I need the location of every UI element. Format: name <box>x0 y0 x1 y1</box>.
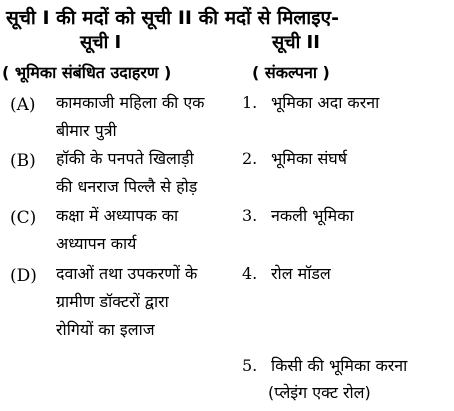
list1-label-b: (B) <box>10 151 36 171</box>
list2-item-3: नकली भूमिका <box>271 206 354 225</box>
question-instruction: सूची I की मदों को सूची II की मदों से मिलाइए- <box>6 7 339 29</box>
list1-item-c-line1: कक्षा में अध्यापक का <box>56 206 179 225</box>
list2-item-1: भूमिका अदा करना <box>271 93 380 112</box>
list2-num-1: 1. <box>242 93 258 112</box>
list2-item-4: रोल मॉडल <box>271 264 331 283</box>
list1-label-a: (A) <box>10 95 36 115</box>
list1-item-b-line1: हॉकी के पनपते खिलाड़ी <box>56 149 194 168</box>
list1-item-b-line2: की धनराज पिल्लै से होड़ <box>56 177 198 196</box>
list1-title: सूची I <box>80 32 122 53</box>
list2-item-5-line2: (प्लेइंग एक्ट रोल) <box>268 383 371 402</box>
list2-num-5: 5. <box>242 356 258 375</box>
list1-label-d: (D) <box>10 266 37 286</box>
list2-item-5-line1: किसी की भूमिका करना <box>271 356 408 375</box>
list1-item-d-line1: दवाओं तथा उपकरणों के <box>56 264 198 283</box>
list1-subtitle: ( भूमिका संबंधित उदाहरण ) <box>2 63 172 82</box>
list1-item-a-line2: बीमार पुत्री <box>56 121 117 140</box>
list2-num-4: 4. <box>242 264 258 283</box>
list1-item-a-line1: कामकाजी महिला की एक <box>56 93 205 112</box>
list2-num-3: 3. <box>242 206 258 225</box>
list2-num-2: 2. <box>242 149 258 168</box>
list1-label-c: (C) <box>10 208 37 228</box>
list2-title: सूची II <box>272 32 320 53</box>
list2-item-2: भूमिका संघर्ष <box>271 149 347 168</box>
list1-item-c-line2: अध्यापन कार्य <box>56 234 137 253</box>
list1-item-d-line2: ग्रामीण डॉक्टरों द्वारा <box>56 292 169 311</box>
list2-subtitle: ( संकल्पना ) <box>252 63 330 82</box>
list1-item-d-line3: रोगियों का इलाज <box>56 320 155 339</box>
